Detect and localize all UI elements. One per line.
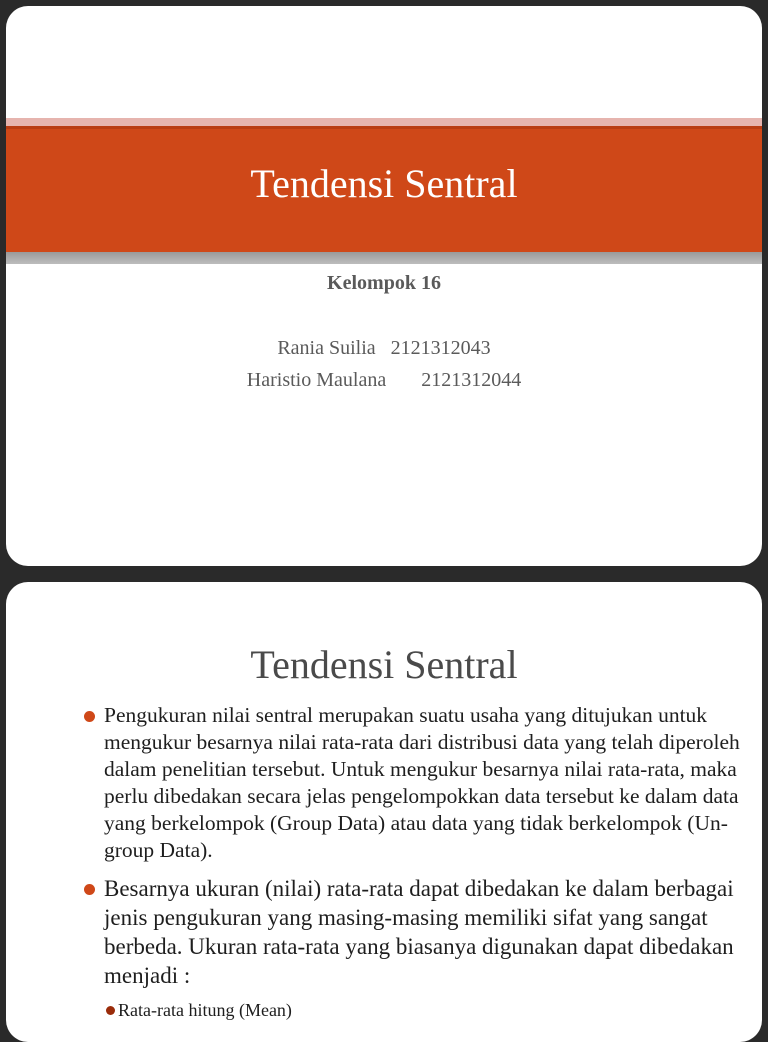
bullet-item — [82, 702, 742, 864]
title-band-top-stripe — [6, 118, 762, 126]
slide-2-content — [82, 702, 742, 1022]
member-list — [0, 332, 768, 396]
member-name: Rania Suilia — [277, 337, 376, 359]
bullet-dot-icon — [84, 711, 95, 722]
sub-bullet-item — [104, 998, 742, 1022]
member-row — [0, 364, 768, 396]
slide-2-title: Tendensi Sentral — [250, 642, 518, 687]
member-row — [0, 332, 768, 364]
bullet-dot-icon — [84, 884, 95, 895]
title-band-shadow — [6, 252, 762, 264]
slide-1-title: Tendensi Sentral — [250, 161, 518, 206]
member-name: Haristio Maulana — [246, 369, 387, 391]
bullet-text: Pengukuran nilai sentral merupakan suatu usaha yang ditujukan untuk mengukur besarnya nilai rata-rata dari distribusi data yang telah diperoleh dalam penelitian tersebut. Untuk mengukur besarnya nilai rata-rata, maka perlu dibedakan secara jelas pengelompokkan data tersebut ke dalam data yang berkelompok (Group Data) atau data yang tidak berkelompok (Un-group Data). — [104, 703, 740, 862]
group-name: Kelompok 16 — [327, 272, 441, 294]
member-id: 2121312044 — [421, 369, 522, 391]
bullet-text: Besarnya ukuran (nilai) rata-rata dapat dibedakan ke dalam berbagai jenis pengukuran yang masing-masing memiliki sifat yang sangat berbeda. Ukuran rata-rata yang biasanya digunakan dapat dibedakan menjadi : — [104, 876, 734, 988]
sub-bullet-dot-icon — [106, 1006, 115, 1015]
bullet-item — [82, 874, 742, 990]
slide-1-subtitle — [0, 270, 768, 396]
sub-bullet-text: Rata-rata hitung (Mean) — [118, 1000, 292, 1020]
member-id: 2121312043 — [390, 337, 491, 359]
